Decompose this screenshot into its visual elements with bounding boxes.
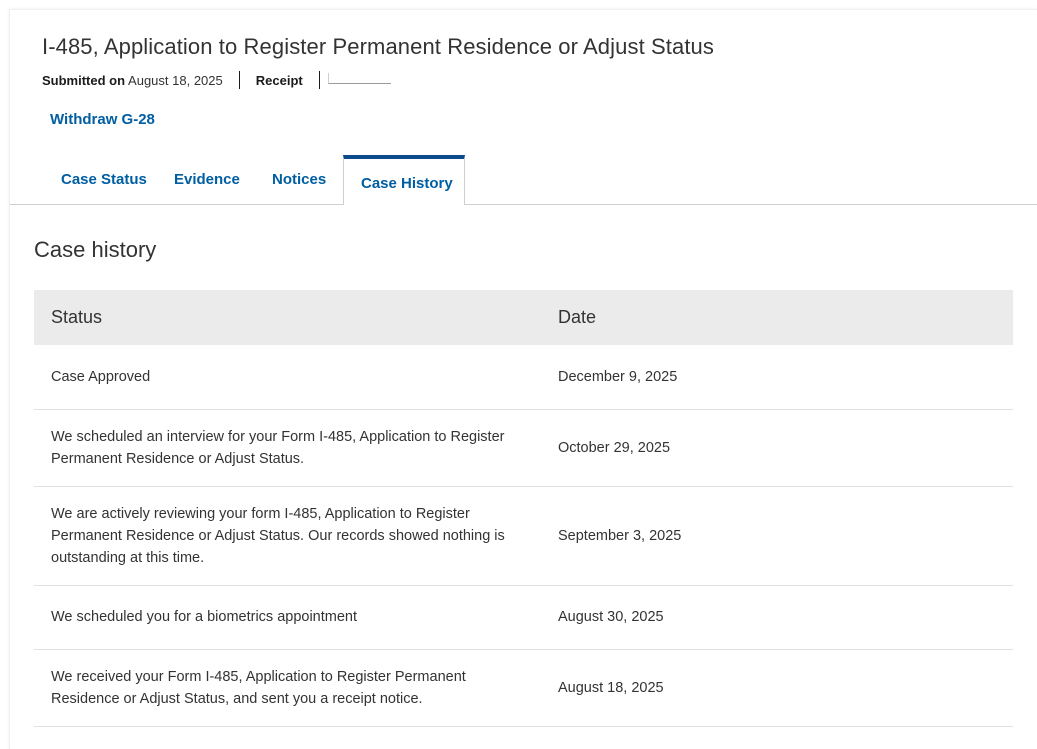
case-card <box>9 9 1037 749</box>
table-row <box>34 345 1013 409</box>
tab-label: Case Status <box>61 171 147 188</box>
table-row <box>34 585 1013 649</box>
case-history-table <box>34 290 1013 727</box>
status-cell: We received your Form I-485, Application to Register Permanent Residence or Adjust Status, and sent you a receipt notice. <box>34 649 541 726</box>
table-row <box>34 409 1013 486</box>
receipt-number-redacted <box>328 73 391 84</box>
submitted-date: August 18, 2025 <box>128 72 223 88</box>
submitted-label: Submitted on <box>42 72 126 88</box>
date-cell: October 29, 2025 <box>541 409 1013 486</box>
meta-divider <box>319 71 320 89</box>
table-row <box>34 649 1013 726</box>
table-row <box>34 486 1013 585</box>
tab-label: Case History <box>361 175 453 192</box>
status-cell: We are actively reviewing your form I-485, Application to Register Permanent Residence or Adjust Status. Our records showed nothing is outstanding at this time. <box>34 486 541 585</box>
table-header-row <box>34 290 1013 345</box>
column-header-date: Date <box>541 290 1013 345</box>
date-cell: August 30, 2025 <box>541 585 1013 649</box>
column-header-status: Status <box>34 290 541 345</box>
tab-case-history[interactable] <box>343 155 465 205</box>
tab-label: Evidence <box>174 171 240 188</box>
status-cell: Case Approved <box>34 345 541 409</box>
date-cell: December 9, 2025 <box>541 345 1013 409</box>
receipt-label: Receipt <box>255 72 303 88</box>
withdraw-g28-link[interactable]: Withdraw G-28 <box>50 111 155 128</box>
date-cell: September 3, 2025 <box>541 486 1013 585</box>
status-cell: We scheduled an interview for your Form I-485, Application to Register Permanent Residence or Adjust Status. <box>34 409 541 486</box>
meta-divider <box>239 71 240 89</box>
section-title: Case history <box>34 237 157 262</box>
page-title: I-485, Application to Register Permanent Residence or Adjust Status <box>42 34 714 59</box>
tab-label: Notices <box>272 171 327 188</box>
status-cell: We scheduled you for a biometrics appointment <box>34 585 541 649</box>
date-cell: August 18, 2025 <box>541 649 1013 726</box>
case-tabs <box>10 155 1037 205</box>
case-meta <box>42 70 391 90</box>
